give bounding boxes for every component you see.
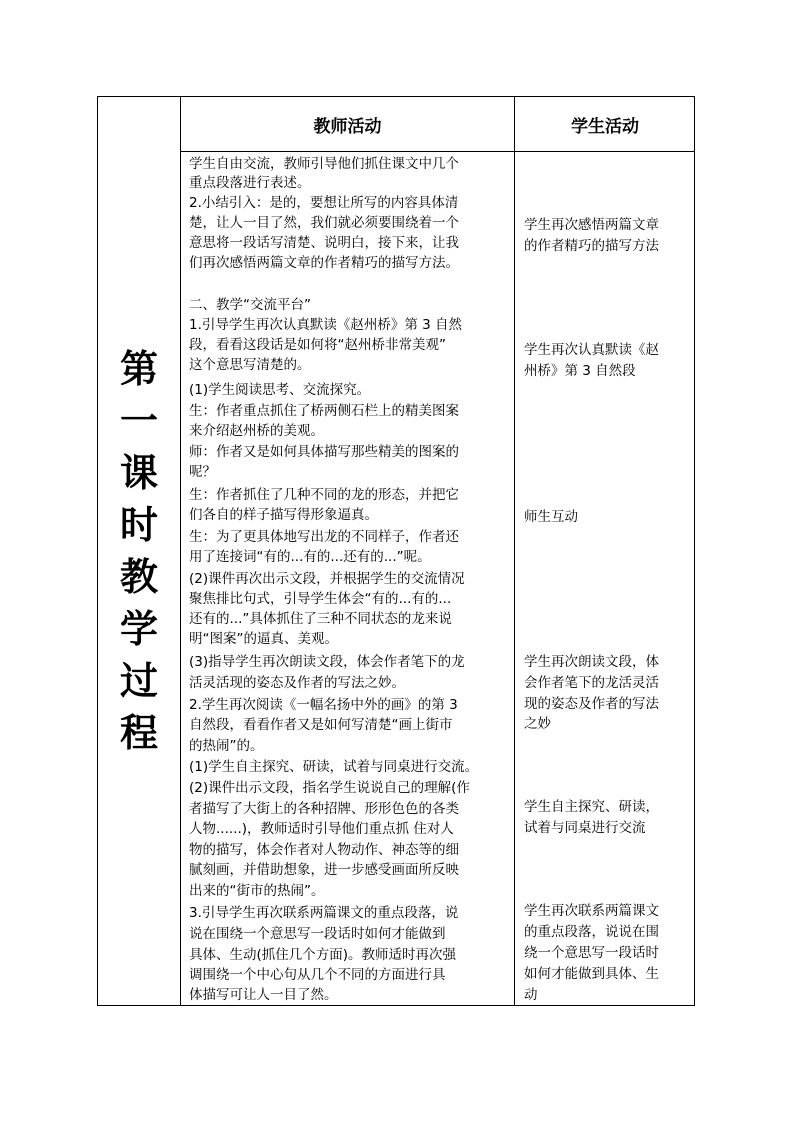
student-text-line: 动 <box>524 987 538 1003</box>
teacher-text-line: 师：作者又是如何具体描写那些精美的图案的 <box>189 444 459 460</box>
student-text-line: 州桥》第 3 自然段 <box>524 363 636 379</box>
teacher-text-line: 这个意思写清楚的。 <box>189 357 311 373</box>
teacher-text-line: 体描写可让人一目了然。 <box>189 987 338 1003</box>
teacher-text-line: 2.小结引入：是的，要想让所写的内容具体清 <box>189 195 459 211</box>
header-divider <box>180 151 694 152</box>
teacher-text-line: 段，看看这段话是如何将“赵州桥非常美观” <box>189 337 446 353</box>
side-title-char: 第 <box>119 346 158 391</box>
side-title-char: 一 <box>119 398 158 443</box>
teacher-text-line: 用了连接词“有的...有的...还有的...”呢。 <box>189 549 431 565</box>
student-text-line: 试着与同桌进行交流 <box>524 820 646 836</box>
teacher-text-line: 二、教学“交流平台” <box>189 297 311 313</box>
teacher-text-line: 明“图案”的逼真、美观。 <box>189 631 338 647</box>
teacher-text-line: 生：为了更具体地写出龙的不同样子，作者还 <box>189 529 459 545</box>
student-text-line: 师生互动 <box>524 509 578 525</box>
student-text-line: 之妙 <box>524 716 551 732</box>
side-title-char: 课 <box>119 450 158 495</box>
side-title-char: 时 <box>119 502 158 547</box>
student-text-line: 的作者精巧的描写方法 <box>524 238 659 254</box>
teacher-text-line: 生：作者抓住了几种不同的龙的形态，并把它 <box>189 487 459 503</box>
teacher-text-line: (2)课件出示文段，指名学生说说自己的理解(作 <box>189 780 470 796</box>
teacher-text-line: 出来的“街市的热闹”。 <box>189 883 325 899</box>
teacher-text-line: (2)课件再次出示文段，并根据学生的交流情况 <box>189 571 465 587</box>
lesson-table <box>97 96 695 1006</box>
teacher-text-line: (1)学生阅读思考、交流探究。 <box>189 382 371 398</box>
student-text-line: 会作者笔下的龙活灵活 <box>524 675 659 691</box>
teacher-text-line: 人物......)，教师适时引导他们重点抓 住对人 <box>189 821 454 837</box>
side-title-char: 程 <box>119 710 158 755</box>
student-text-line: 现的姿态及作者的写法 <box>524 696 659 712</box>
student-text-line: 学生再次感悟两篇文章 <box>524 217 659 233</box>
teacher-text-line: 自然段，看看作者又是如何写清楚“画上街市 <box>189 717 453 733</box>
teacher-text-line: 调围绕一个中心句从几个不同的方面进行具 <box>189 967 446 983</box>
teacher-text-line: 们各自的样子描写得形象逼真。 <box>189 507 378 523</box>
teacher-text-line: 2.学生再次阅读《一幅名扬中外的画》的第 3 <box>189 697 458 713</box>
student-text-line: 学生再次联系两篇课文 <box>524 903 659 919</box>
teacher-text-line: (3)指导学生再次朗读文段，体会作者笔下的龙 <box>189 654 465 670</box>
teacher-text-line: 腻刻画，并借助想象，进一步感受画面所反映 <box>189 862 459 878</box>
teacher-text-line: 呢？ <box>189 464 216 480</box>
teacher-text-line: 活灵活现的姿态及作者的写法之妙。 <box>189 675 405 691</box>
student-text-line: 绕一个意思写一段话时 <box>524 945 659 961</box>
student-text-line: 如何才能做到具体、生 <box>524 966 659 982</box>
teacher-text-line: 生：作者重点抓住了桥两侧石栏上的精美图案 <box>189 403 459 419</box>
column-divider <box>514 97 515 1005</box>
teacher-text-line: 1.引导学生再次认真默读《赵州桥》第 3 自然 <box>189 317 463 333</box>
student-text-line: 学生再次认真默读《赵 <box>524 342 659 358</box>
teacher-text-line: 3.引导学生再次联系两篇课文的重点段落，说 <box>189 905 459 921</box>
teacher-activity-header: 教师活动 <box>313 116 382 137</box>
teacher-text-line: 学生自由交流，教师引导他们抓住课文中几个 <box>189 156 459 172</box>
teacher-text-line: (1)学生自主探究、研读，试着与同桌进行交流。 <box>189 759 479 775</box>
side-title <box>98 97 180 1005</box>
teacher-text-line: 楚，让人一目了然，我们就必须要围绕着一个 <box>189 215 459 231</box>
side-title-char: 教 <box>119 554 158 599</box>
student-activity-header: 学生活动 <box>571 116 639 137</box>
teacher-text-line: 们再次感悟两篇文章的作者精巧的描写方法。 <box>189 255 459 271</box>
student-text-line: 的重点段落，说说在围 <box>524 924 659 940</box>
teacher-text-line: 意思将一段话写清楚、说明白，接下来，让我 <box>189 235 459 251</box>
teacher-text-line: 来介绍赵州桥的美观。 <box>189 423 324 439</box>
column-divider <box>180 97 181 1005</box>
teacher-text-line: 说在围绕一个意思写一段话时如何才能做到 <box>189 926 446 942</box>
teacher-text-line: 物的描写，体会作者对人物动作、神态等的细 <box>189 842 459 858</box>
teacher-text-line: 还有的...”具体抓住了三种不同状态的龙来说 <box>189 611 452 627</box>
teacher-text-line: 的热闹”的。 <box>189 738 264 754</box>
student-text-line: 学生自主探究、研读， <box>524 799 659 815</box>
teacher-text-line: 具体、生动(抓住几个方面)。教师适时再次强 <box>189 947 457 963</box>
teacher-text-line: 重点段落进行表述。 <box>189 175 311 191</box>
side-title-char: 学 <box>119 606 158 651</box>
student-text-line: 学生再次朗读文段，体 <box>524 654 659 670</box>
side-title-char: 过 <box>119 658 158 703</box>
teacher-text-line: 者描写了大街上的各种招牌、形形色色的各类 <box>189 801 459 817</box>
teacher-text-line: 聚焦排比句式，引导学生体会“有的...有的... <box>189 591 452 607</box>
